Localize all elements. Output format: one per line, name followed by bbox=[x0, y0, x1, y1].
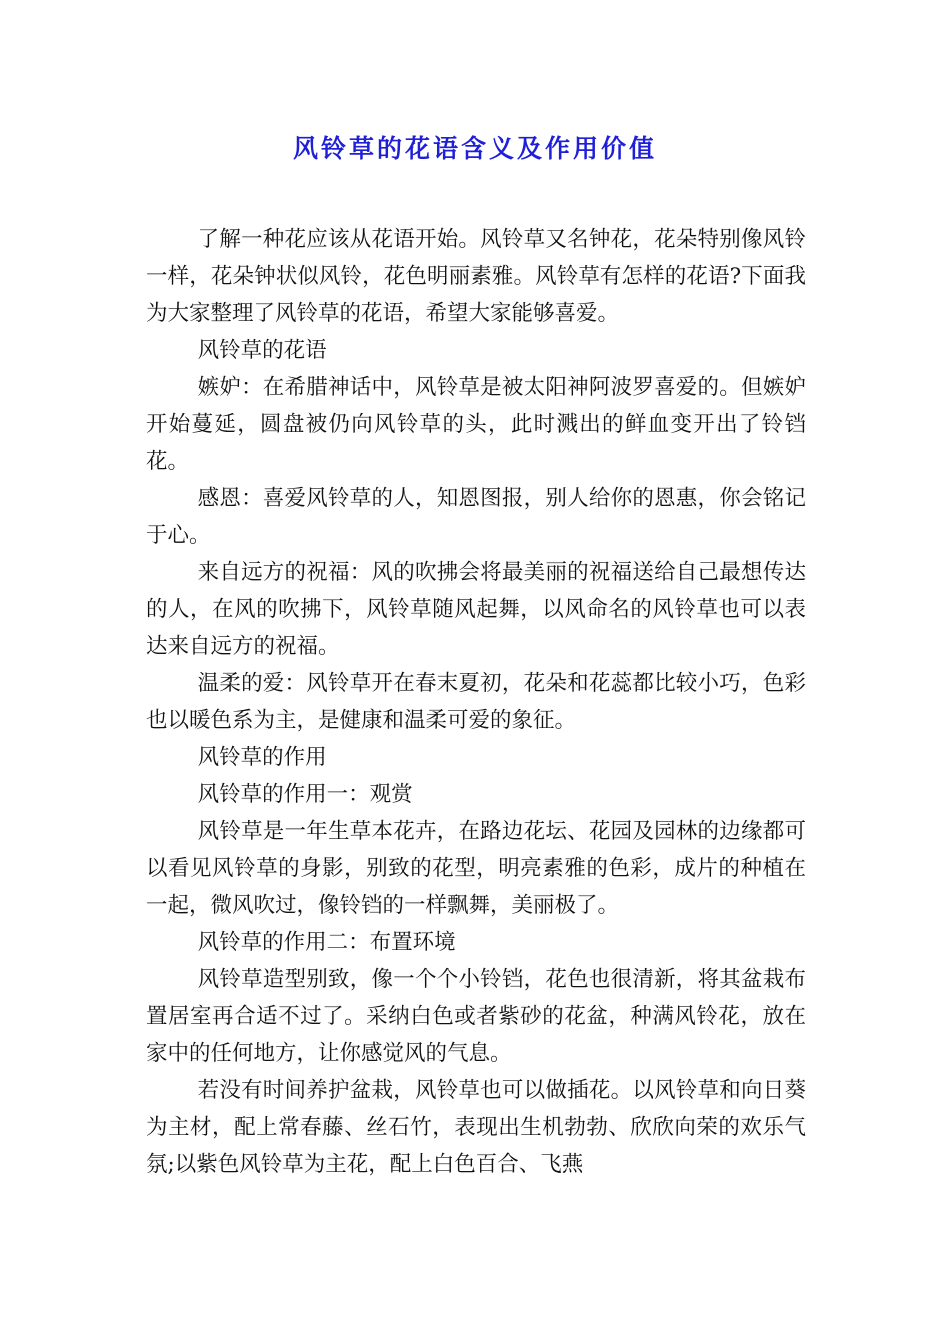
paragraph-heading-uses: 风铃草的作用 bbox=[197, 745, 327, 770]
paragraph-use-two: 风铃草造型别致，像一个个小铃铛，花色也很清新，将其盆栽布置居室再合适不过了。采纳白色或者紫砂的花盆，种满风铃花，放在家中的任何地方，让你感觉风的气息。 bbox=[146, 967, 806, 1066]
paragraph-gratitude: 感恩：喜爱风铃草的人，知恩图报，别人给你的恩惠，你会铭记于心。 bbox=[146, 486, 806, 548]
paragraph-intro: 了解一种花应该从花语开始。风铃草又名钟花，花朵特别像风铃一样，花朵钟状似风铃，花色明丽素雅。风铃草有怎样的花语?下面我为大家整理了风铃草的花语，希望大家能够喜爱。 bbox=[146, 227, 806, 326]
document-title: 风铃草的花语含义及作用价值 bbox=[292, 134, 657, 163]
paragraph-jealousy: 嫉妒：在希腊神话中，风铃草是被太阳神阿波罗喜爱的。但嫉妒开始蔓延，圆盘被仍向风铃草的头，此时溅出的鲜血变开出了铃铛花。 bbox=[146, 375, 806, 474]
paragraph-use-one-heading: 风铃草的作用一：观赏 bbox=[197, 782, 413, 807]
document-body bbox=[146, 221, 806, 1183]
paragraph-use-one: 风铃草是一年生草本花卉，在路边花坛、花园及园林的边缘都可以看见风铃草的身影，别致的花型，明亮素雅的色彩，成片的种植在一起，微风吹过，像铃铛的一样飘舞，美丽极了。 bbox=[146, 819, 806, 918]
paragraph-heading-flower-language: 风铃草的花语 bbox=[197, 338, 327, 363]
paragraph-gentle-love: 温柔的爱：风铃草开在春末夏初，花朵和花蕊都比较小巧，色彩也以暖色系为主，是健康和温柔可爱的象征。 bbox=[146, 671, 806, 733]
paragraph-blessing: 来自远方的祝福：风的吹拂会将最美丽的祝福送给自己最想传达的人，在风的吹拂下，风铃草随风起舞，以风命名的风铃草也可以表达来自远方的祝福。 bbox=[146, 560, 806, 659]
paragraph-use-two-heading: 风铃草的作用二：布置环境 bbox=[197, 930, 456, 955]
paragraph-flower-arrangement: 若没有时间养护盆栽，风铃草也可以做插花。以风铃草和向日葵为主材，配上常春藤、丝石竹，表现出生机勃勃、欣欣向荣的欢乐气氛;以紫色风铃草为主花，配上白色百合、飞燕 bbox=[146, 1078, 806, 1177]
